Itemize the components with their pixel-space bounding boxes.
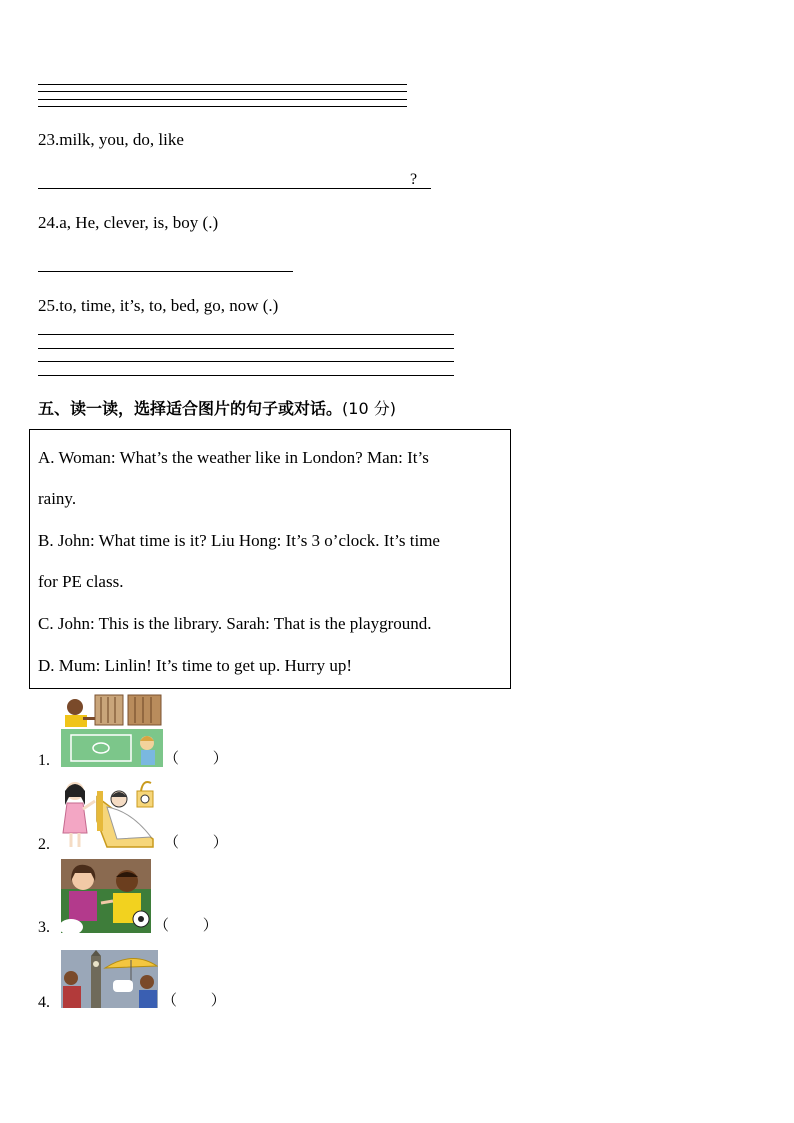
question-number: 23.	[38, 130, 60, 149]
question-24	[38, 213, 218, 233]
answer-parentheses[interactable]: （ ）	[162, 993, 226, 1009]
option-c: C. John: This is the library. Sarah: That is the playground.	[38, 614, 432, 633]
picture-number: 3.	[38, 919, 50, 936]
answer-line[interactable]	[38, 348, 454, 349]
answer-line	[38, 91, 407, 92]
question-end-mark: ?	[410, 171, 418, 188]
answer-line[interactable]	[38, 375, 454, 376]
answer-parentheses[interactable]: （ ）	[164, 751, 228, 767]
answer-line	[38, 84, 407, 85]
section-title: 五、读一读，选择适合图片的句子或对话。	[38, 399, 343, 418]
section-heading	[38, 399, 396, 419]
answer-line	[38, 106, 407, 107]
option-b-line2: for PE class.	[38, 572, 124, 591]
answer-line	[38, 99, 407, 100]
mum-wakes-child-picture	[61, 777, 161, 851]
answer-line[interactable]	[38, 361, 454, 362]
two-kids-time-picture	[61, 859, 151, 933]
question-words: milk, you, do, like	[59, 130, 184, 149]
answer-line[interactable]	[38, 334, 454, 335]
question-words: a, He, clever, is, boy (.)	[59, 213, 219, 232]
option-d: D. Mum: Linlin! It’s time to get up. Hurry up!	[38, 656, 352, 675]
picture-number: 4.	[38, 994, 50, 1011]
answer-parentheses[interactable]: （ ）	[154, 918, 218, 934]
section-score: (10 分)	[342, 399, 396, 418]
option-a-line1: A. Woman: What’s the weather like in London? Man: It’s	[38, 448, 429, 467]
options-box	[29, 429, 511, 689]
london-rain-umbrella-picture	[61, 950, 158, 1008]
picture-number: 1.	[38, 752, 50, 769]
answer-line[interactable]	[38, 271, 293, 272]
option-b-line1: B. John: What time is it? Liu Hong: It’s 3 o’clock. It’s time	[38, 531, 440, 550]
answer-parentheses[interactable]: （ ）	[164, 835, 228, 851]
question-words: to, time, it’s, to, bed, go, now (.)	[59, 296, 279, 315]
answer-line[interactable]	[38, 188, 431, 189]
option-a-line2: rainy.	[38, 489, 77, 508]
question-number: 24.	[38, 213, 60, 232]
question-23	[38, 130, 184, 150]
library-playground-picture	[61, 693, 163, 767]
picture-number: 2.	[38, 836, 50, 853]
question-25	[38, 296, 278, 316]
question-number: 25.	[38, 296, 60, 315]
